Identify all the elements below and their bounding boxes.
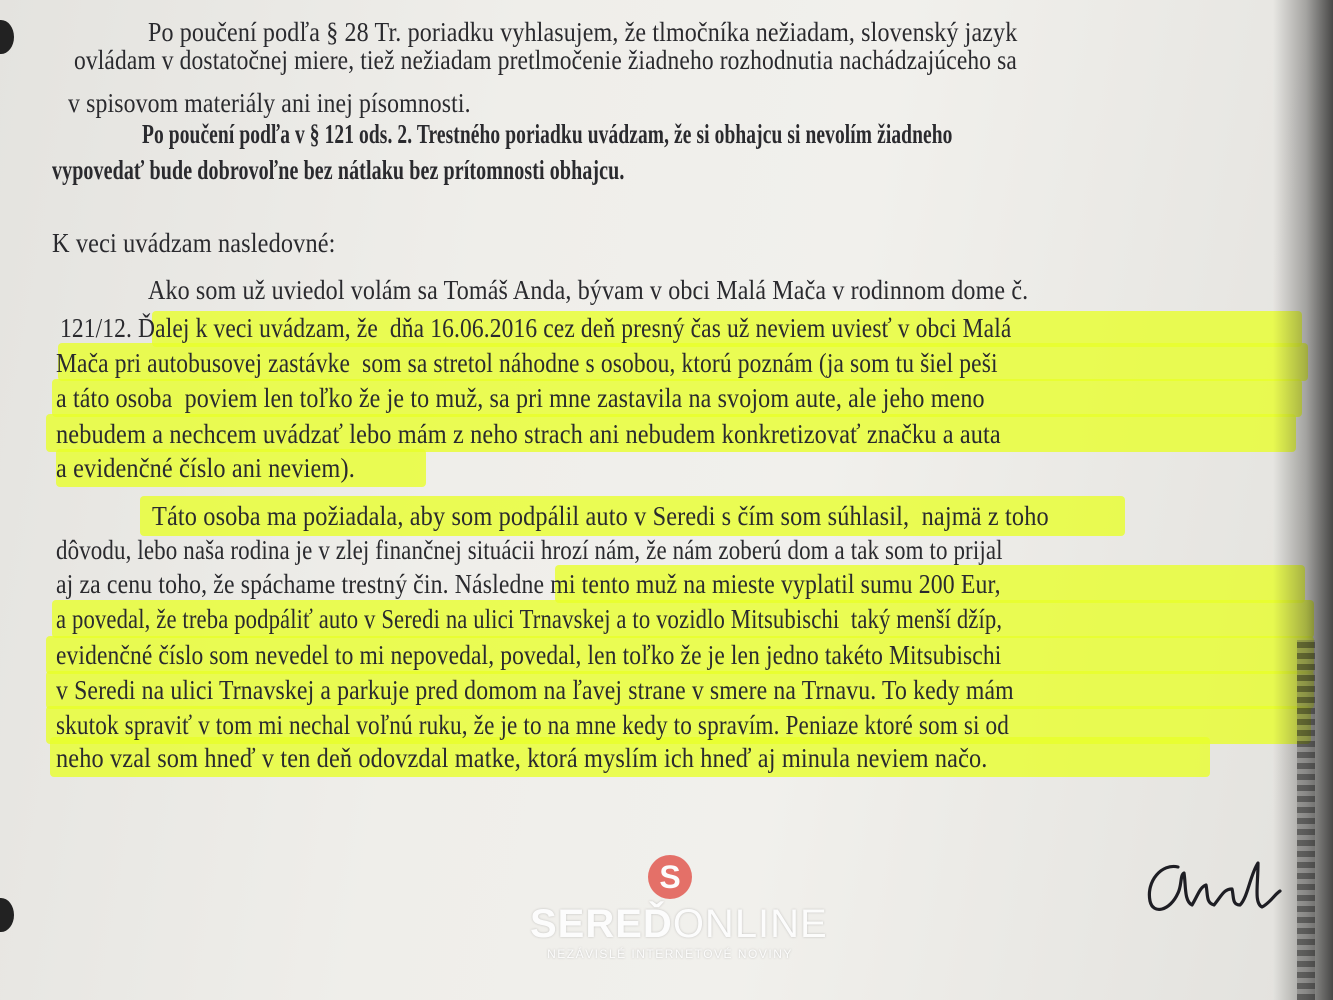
doc-line: Po poučení podľa § 28 Tr. poriadku vyhlasujem, že tlmočníka nežiadam, slovenský jazyk	[148, 17, 1018, 47]
doc-line: Ako som už uviedol volám sa Tomáš Anda, bývam v obci Malá Mača v rodinnom dome č.	[148, 275, 1029, 305]
doc-line: nebudem a nechcem uvádzať lebo mám z neho strach ani nebudem konkretizovať značku a auta	[56, 419, 1001, 449]
doc-line: 121/12. Ďalej k veci uvádzam, že dňa 16.06.2016 cez deň presný čas už neviem uviesť v obci Malá	[60, 313, 1012, 343]
doc-line-bold: vypovedať bude dobrovoľne bez nátlaku bez prítomnosti obhajcu.	[52, 155, 625, 185]
doc-line: a evidenčné číslo ani neviem).	[56, 453, 355, 483]
doc-line: Táto osoba ma požiadala, aby som podpálil auto v Seredi s čím som súhlasil, najmä z toho	[152, 501, 1049, 531]
doc-line: Mača pri autobusovej zastávke som sa stretol náhodne s osobou, ktorú poznám (ja som tu šiel peši	[56, 348, 998, 378]
doc-line: dôvodu, lebo naša rodina je v zlej finančnej situácii hrozí nám, že nám zoberú dom a tak som to prijal	[56, 535, 1003, 565]
doc-line: v Seredi na ulici Trnavskej a parkuje pred domom na ľavej strane v smere na Trnavu. To kedy mám	[56, 675, 1014, 705]
doc-line: aj za cenu toho, že spáchame trestný čin. Následne mi tento muž na mieste vyplatil sumu 200 Eur,	[56, 569, 1001, 599]
doc-line: a táto osoba poviem len toľko že je to muž, sa pri mne zastavila na svojom aute, ale jeho meno	[56, 383, 985, 413]
doc-line: neho vzal som hneď v ten deň odovzdal matke, ktorá myslím ich hneď aj minula neviem načo.	[56, 743, 988, 773]
watermark-name: SEREĎONLINE	[530, 902, 828, 946]
doc-line: evidenčné číslo som nevedel to mi nepovedal, povedal, len toľko že je len jedno takéto Mitsubischi	[56, 640, 1002, 670]
doc-line: ovládam v dostatočnej miere, tiež nežiadam pretlmočenie žiadneho rozhodnutia nachádzajúceho sa	[74, 45, 1017, 75]
watermark-tagline: NEZÁVISLÉ INTERNETOVÉ NOVINY	[547, 947, 793, 961]
handwritten-signature	[1140, 845, 1290, 925]
doc-line: K veci uvádzam nasledovné:	[52, 228, 336, 258]
doc-line: v spisovom materiály ani inej písomnosti.	[68, 88, 471, 118]
binder-hole	[0, 898, 14, 932]
s-logo-icon	[648, 855, 692, 899]
doc-line: a povedal, že treba podpáliť auto v Seredi na ulici Trnavskej a to vozidlo Mitsubischi taký menší džíp,	[56, 604, 1003, 634]
doc-line-bold: Po poučení podľa v § 121 ods. 2. Trestného poriadku uvádzam, že si obhajcu si nevolím žiadneho	[142, 119, 953, 149]
watermark-logo	[530, 855, 828, 975]
page-edge-shadow	[1273, 0, 1333, 1000]
doc-line: skutok spraviť v tom mi nechal voľnú ruku, že je to na mne kedy to spravím. Peniaze ktoré som si od	[56, 710, 1010, 740]
binder-hole	[0, 20, 14, 54]
